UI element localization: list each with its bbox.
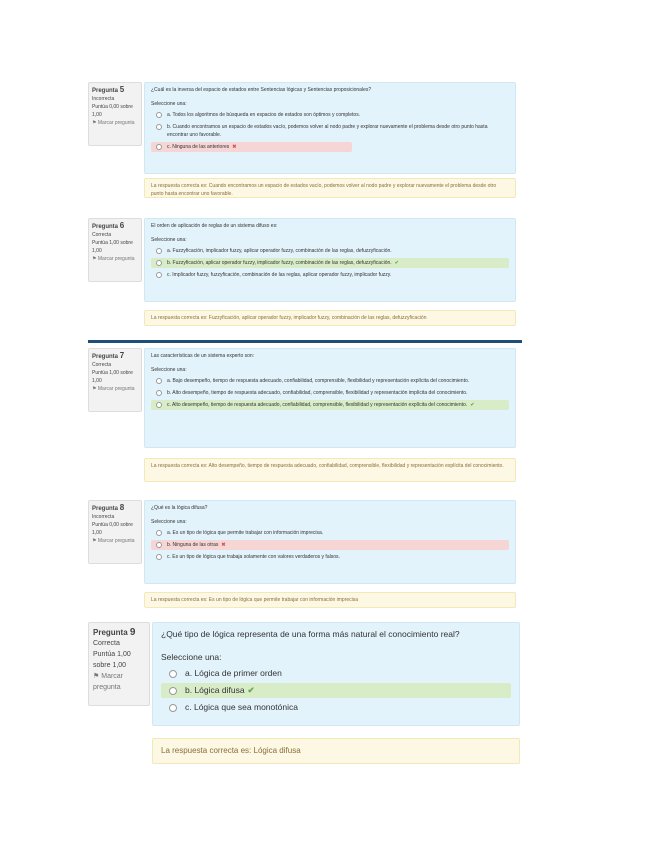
answer-option[interactable]: a. Todos los algoritmos de búsqueda en espacios de estados son óptimos y completos. <box>151 110 509 120</box>
answer-option[interactable]: a. Es un tipo de lógica que permite trabajar con información imprecisa. <box>151 528 509 538</box>
section-divider <box>88 340 522 343</box>
answer-option[interactable]: b. Alto desempeño, tiempo de respuesta adecuado, confiabilidad, comprensible, flexibilidad y representación implícita del conocimiento. <box>151 388 509 398</box>
question-score: Puntúa 1,00 sobre 1,00 <box>93 651 131 669</box>
radio-button[interactable] <box>156 272 162 278</box>
radio-button[interactable] <box>156 124 162 130</box>
answer-option[interactable]: c. Es un tipo de lógica que trabaja solamente con valores verdaderos y falsos. <box>151 552 509 562</box>
correct-icon: ✔ <box>470 402 475 408</box>
radio-button[interactable] <box>156 144 162 150</box>
radio-button[interactable] <box>156 530 162 536</box>
radio-button[interactable] <box>169 704 177 712</box>
radio-button[interactable] <box>156 112 162 118</box>
question-info <box>88 348 142 412</box>
answer-option-selected[interactable]: b. Fuzzyficación, aplicar operador fuzzy, implicador fuzzy, combinación de las reglas, defuzzyficación. ✔ <box>151 258 509 268</box>
question-status: Correcta <box>92 232 112 238</box>
radio-button[interactable] <box>156 260 162 266</box>
feedback-box: La respuesta correcta es: Cuando encontramos un espacio de estados vacío, podemos volver al nodo padre y explorar nuevamente el problema desde otro punto hasta encontrar uno favorable. <box>144 178 516 198</box>
flag-question-link[interactable]: ⚑ Marcar pregunta <box>93 673 124 691</box>
flag-question-link[interactable]: ⚑ Marcar pregunta <box>92 538 135 544</box>
question-text: ¿Cuál es la inversa del espacio de estados entre Sentencias lógicas y Sentencias proposicionales? <box>151 87 372 93</box>
answer-option-selected[interactable]: b. Lógica difusa ✔ <box>161 683 511 698</box>
radio-button[interactable] <box>156 402 162 408</box>
radio-button[interactable] <box>156 542 162 548</box>
question-content <box>144 82 516 174</box>
question-info <box>88 218 142 282</box>
question-info <box>88 82 142 146</box>
select-label: Seleccione una: <box>161 652 222 662</box>
answer-option[interactable]: a. Bajo desempeño, tiempo de respuesta adecuado, confiabilidad, comprensible, flexibilidad y representación explícita del conocimiento. <box>151 376 509 386</box>
answer-option[interactable]: b. Cuando encontramos un espacio de estados vacío, podemos volver al nodo padre y explorar nuevamente el problema desde otro punto hasta encontrar uno favorable. <box>151 122 509 140</box>
select-label: Seleccione una: <box>151 367 187 373</box>
question-score: Puntúa 0,00 sobre 1,00 <box>92 522 133 536</box>
question-score: Puntúa 0,00 sobre 1,00 <box>92 104 133 118</box>
question-info <box>88 622 150 706</box>
flag-question-link[interactable]: ⚑ Marcar pregunta <box>92 256 135 262</box>
question-number: Pregunta 7 <box>92 351 125 360</box>
correct-icon: ✔ <box>394 260 399 266</box>
feedback-box: La respuesta correcta es: Es un tipo de lógica que permite trabajar con información imprecisa <box>144 592 516 608</box>
question-text: Las características de un sistema experto son: <box>151 353 255 359</box>
radio-button[interactable] <box>156 554 162 560</box>
question-text: El orden de aplicación de reglas de un sistema difuso es: <box>151 223 278 229</box>
question-score: Puntúa 1,00 sobre 1,00 <box>92 240 133 254</box>
answer-option-selected[interactable]: b. Ninguna de las otras ✖ <box>151 540 509 550</box>
correct-icon: ✔ <box>247 685 255 695</box>
flag-question-link[interactable]: ⚑ Marcar pregunta <box>92 120 135 126</box>
answer-option[interactable]: a. Lógica de primer orden <box>161 666 511 681</box>
incorrect-icon: ✖ <box>221 542 226 548</box>
question-content <box>144 348 516 448</box>
question-score: Puntúa 1,00 sobre 1,00 <box>92 370 133 384</box>
question-status: Incorrecta <box>92 96 115 102</box>
flag-icon: ⚑ <box>92 538 97 544</box>
feedback-box: La respuesta correcta es: Fuzzyficación, aplicar operador fuzzy, implicador fuzzy, combinación de las reglas, defuzzyficación <box>144 310 516 326</box>
question-text: ¿Qué tipo de lógica representa de una forma más natural el conocimiento real? <box>161 629 460 639</box>
feedback-box: La respuesta correcta es: Alto desempeño, tiempo de respuesta adecuado, confiabilidad, comprensible, flexibilidad y representación explícita del conocimiento. <box>144 458 516 482</box>
question-number: Pregunta 5 <box>92 85 125 94</box>
feedback-box: La respuesta correcta es: Lógica difusa <box>152 738 520 764</box>
radio-button[interactable] <box>156 248 162 254</box>
answer-option-selected[interactable]: c. Ninguna de las anteriores ✖ <box>151 142 352 152</box>
answer-option[interactable]: c. Lógica que sea monotónica <box>161 700 511 715</box>
radio-button[interactable] <box>169 687 177 695</box>
question-status: Correcta <box>92 362 112 368</box>
answer-option[interactable]: c. Implicador fuzzy, fuzzyficación, combinación de las reglas, aplicar operador fuzzy, implicador fuzzy. <box>151 270 509 280</box>
question-number: Pregunta 6 <box>92 221 125 230</box>
flag-question-link[interactable]: ⚑ Marcar pregunta <box>92 386 135 392</box>
question-content <box>152 622 520 726</box>
radio-button[interactable] <box>169 670 177 678</box>
question-info <box>88 500 142 564</box>
answer-option[interactable]: a. Fuzzyficación, implicador fuzzy, aplicar operador fuzzy, combinación de las reglas, defuzzyficación. <box>151 246 509 256</box>
select-label: Seleccione una: <box>151 237 187 243</box>
select-label: Seleccione una: <box>151 101 187 107</box>
question-number: Pregunta 9 <box>93 627 136 638</box>
flag-icon: ⚑ <box>92 256 97 262</box>
question-content <box>144 218 516 302</box>
question-number: Pregunta 8 <box>92 503 125 512</box>
select-label: Seleccione una: <box>151 519 187 525</box>
question-status: Correcta <box>93 640 120 647</box>
question-text: ¿Qué es la lógica difusa? <box>151 505 208 511</box>
question-content <box>144 500 516 584</box>
radio-button[interactable] <box>156 390 162 396</box>
flag-icon: ⚑ <box>92 386 97 392</box>
radio-button[interactable] <box>156 378 162 384</box>
flag-icon: ⚑ <box>93 673 100 680</box>
question-status: Incorrecta <box>92 514 115 520</box>
flag-icon: ⚑ <box>92 120 97 126</box>
incorrect-icon: ✖ <box>232 144 237 150</box>
answer-option-selected[interactable]: c. Alto desempeño, tiempo de respuesta adecuado, confiabilidad, comprensible, flexibilidad y representación explícita del conocimiento. ✔ <box>151 400 509 410</box>
